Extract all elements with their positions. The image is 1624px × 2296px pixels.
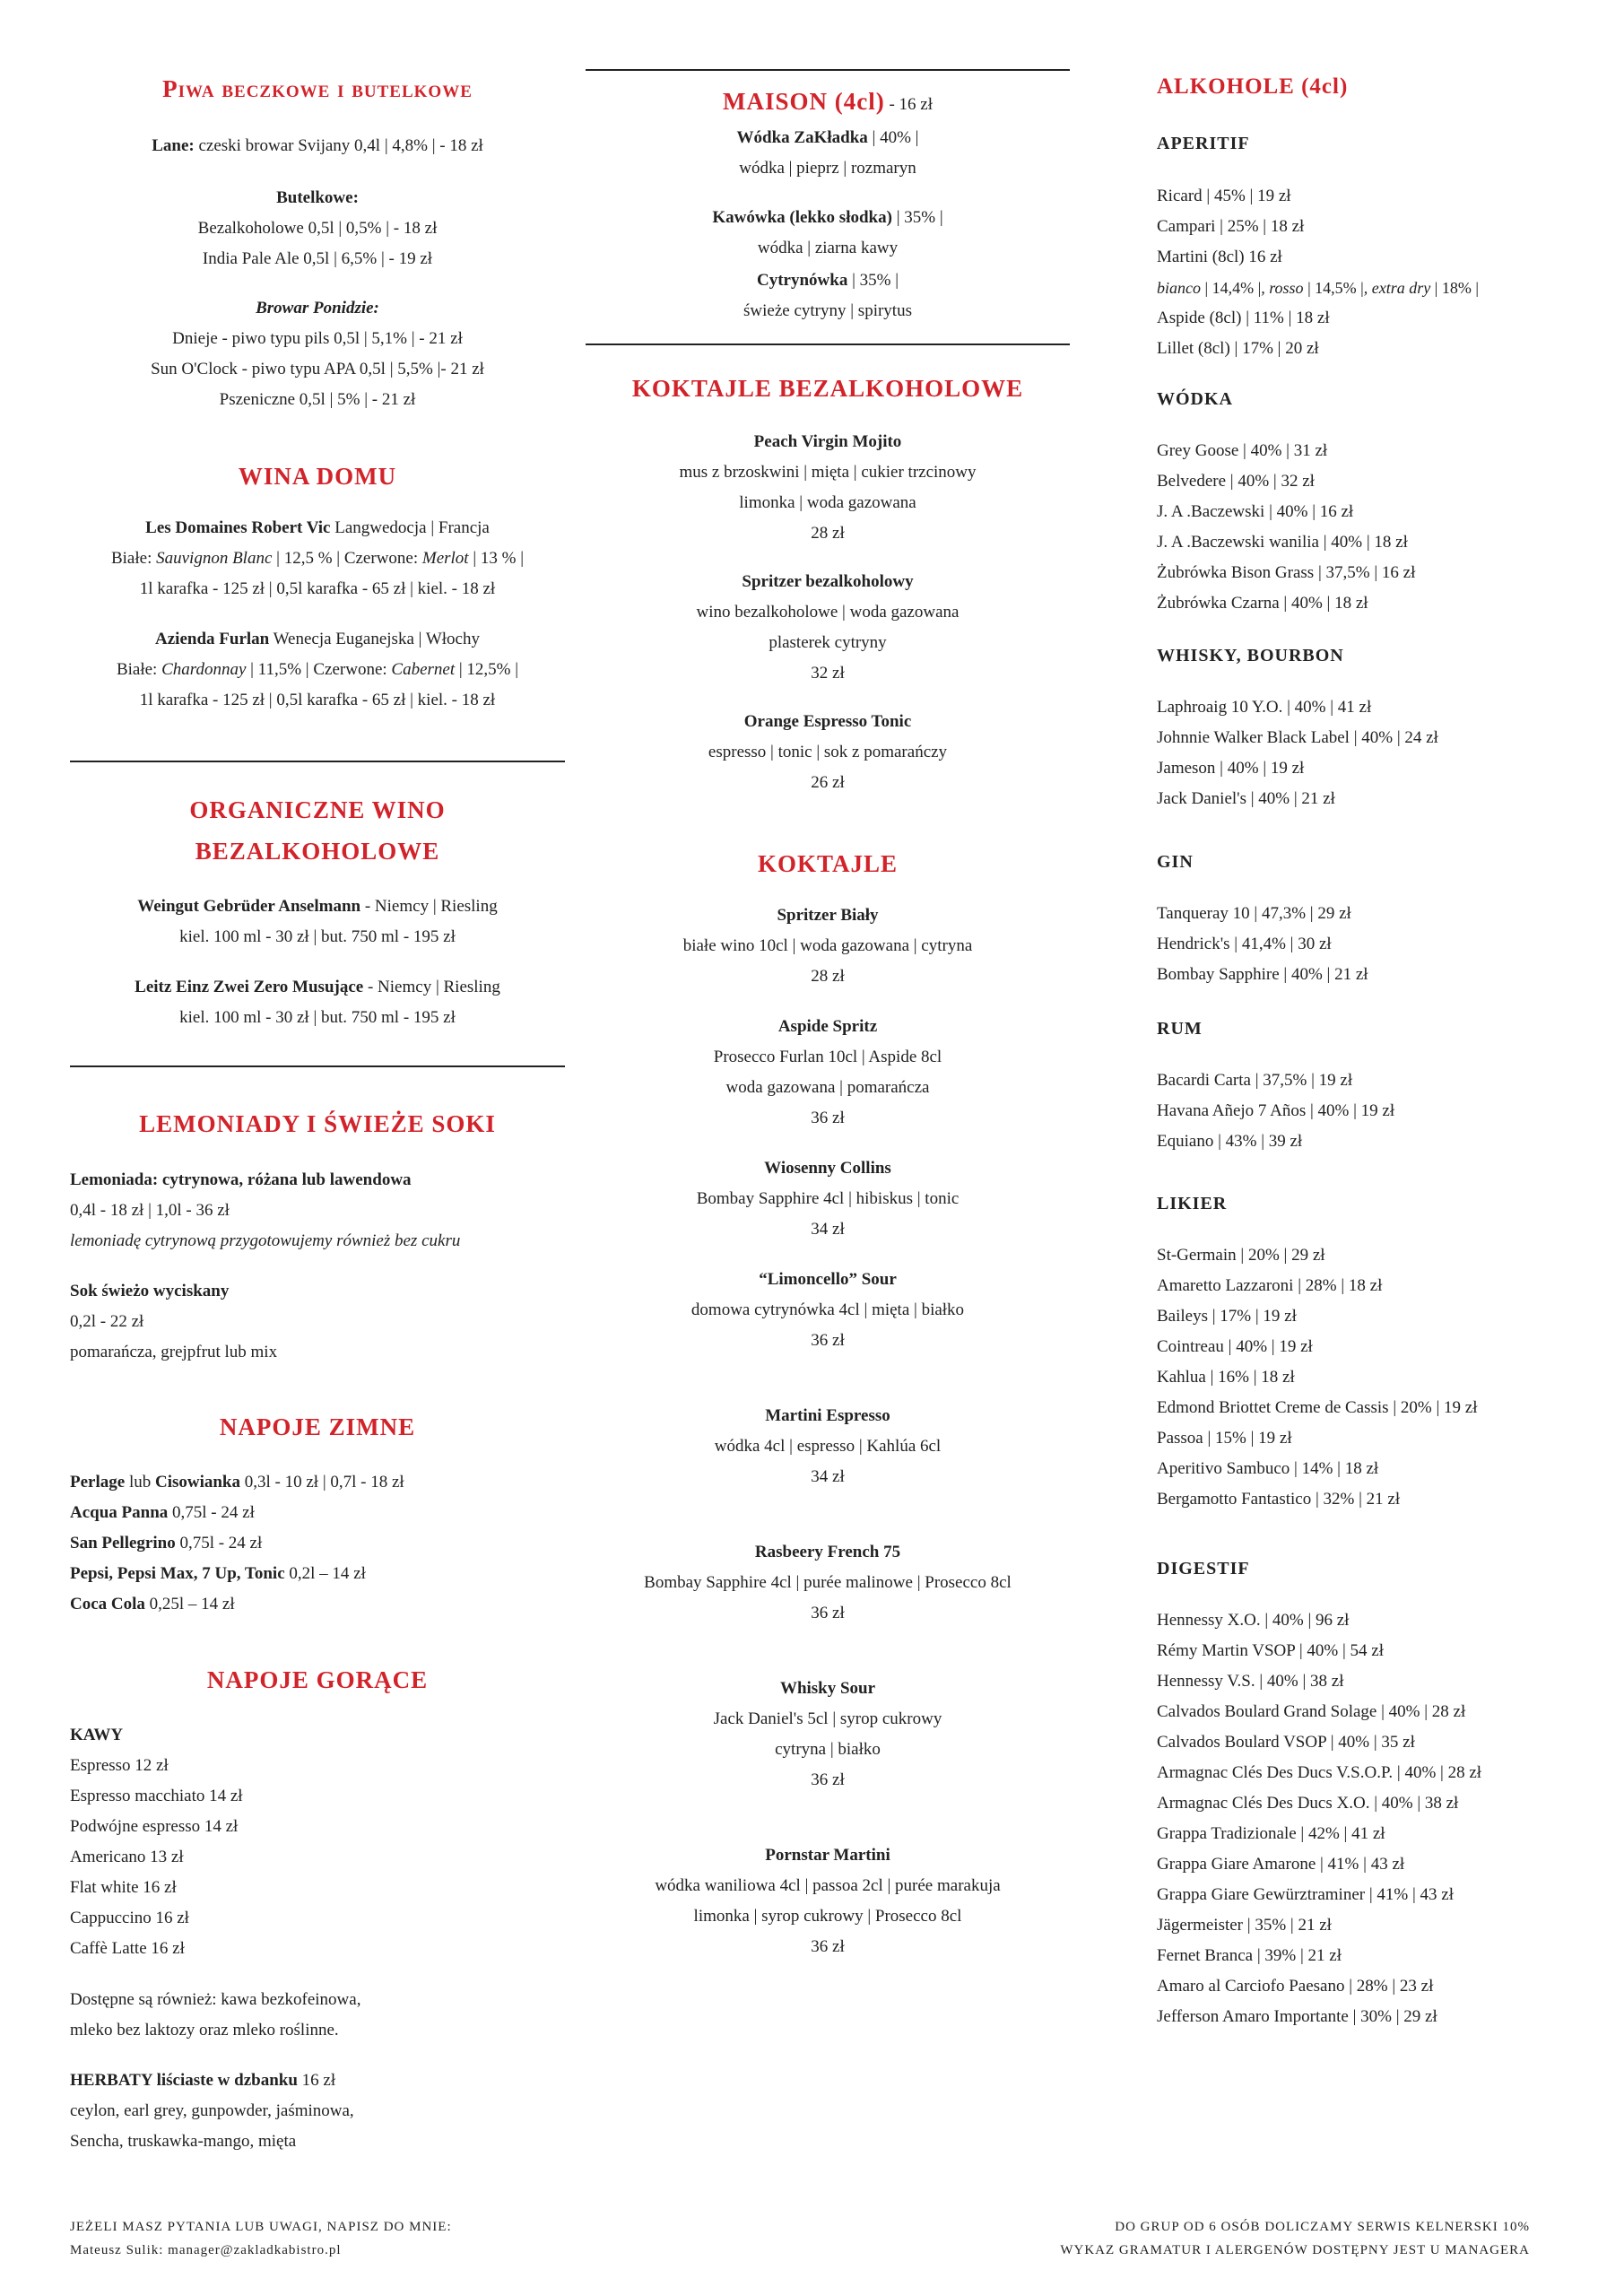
maison-item-3: Cytrynówka | 35% | (756, 271, 899, 290)
piwa-lane: Lane: czeski browar Svijany 0,4l | 4,8% | - 18 zł (152, 136, 483, 155)
spirit-row: Aspide (8cl) | 11% | 18 zł (1157, 309, 1330, 327)
maison-item-1-desc: wódka | pieprz | rozmaryn (739, 159, 916, 178)
drink-price: 28 zł (811, 524, 845, 543)
drink-name: Spritzer bezalkoholowy (742, 572, 914, 591)
section-title-gorace: NAPOJE GORĄCE (206, 1666, 429, 1693)
footer-allergen-note: WYKAZ GRAMATUR I ALERGENÓW DOSTĘPNY JEST U MANAGERA (1060, 2243, 1530, 2257)
spirit-row: Grappa Tradizionale | 42% | 41 zł (1157, 1824, 1385, 1843)
coffee-item: Caffè Latte 16 zł (70, 1939, 185, 1958)
spirit-row: Bergamotto Fantastico | 32% | 21 zł (1157, 1490, 1401, 1509)
section-title-wina: WINA DOMU (238, 463, 397, 490)
section-title-lemoniady: LEMONIADY I ŚWIEŻE SOKI (139, 1110, 496, 1137)
sok-note: pomarańcza, grejpfrut lub mix (70, 1343, 278, 1361)
lemoniada-name: Lemoniada: cytrynowa, różana lub lawendowa (70, 1170, 412, 1189)
drink-name: Whisky Sour (779, 1679, 876, 1698)
spirit-row: Grappa Giare Gewürztraminer | 41% | 43 zł (1157, 1885, 1454, 1904)
organic-wine-1: Weingut Gebrüder Anselmann - Niemcy | Riesling (137, 897, 498, 916)
coffee-item: Espresso macchiato 14 zł (70, 1787, 243, 1805)
spirit-row: Rémy Martin VSOP | 40% | 54 zł (1157, 1641, 1385, 1660)
spirit-row: Tanqueray 10 | 47,3% | 29 zł (1157, 904, 1351, 923)
butelkowe-label: Butelkowe: (276, 188, 359, 207)
drink-ingredients: limonka | woda gazowana (739, 493, 916, 512)
spirit-row: Aperitivo Sambuco | 14% | 18 zł (1157, 1459, 1379, 1478)
cold-drink-row: Perlage lub Cisowianka 0,3l - 10 zł | 0,7l - 18 zł (70, 1473, 404, 1492)
maison-item-2-desc: wódka | ziarna kawy (757, 239, 899, 257)
wine-1-price: 1l karafka - 125 zł | 0,5l karafka - 65 zł | kiel. - 18 zł (139, 579, 496, 598)
spirit-row: Jameson | 40% | 19 zł (1157, 759, 1305, 778)
cold-drink-row: Coca Cola 0,25l – 14 zł (70, 1595, 235, 1613)
spirit-row: Grappa Giare Amarone | 41% | 43 zł (1157, 1855, 1405, 1874)
coffee-item: Cappuccino 16 zł (70, 1909, 189, 1927)
spirit-row: Ricard | 45% | 19 zł (1157, 187, 1291, 205)
drink-ingredients: Prosecco Furlan 10cl | Aspide 8cl (713, 1048, 942, 1066)
drink-name: Orange Espresso Tonic (743, 712, 912, 731)
spirit-row: Jägermeister | 35% | 21 zł (1157, 1916, 1332, 1935)
drink-price: 26 zł (811, 773, 845, 792)
coffee-item: Flat white 16 zł (70, 1878, 177, 1897)
spirit-row: Cointreau | 40% | 19 zł (1157, 1337, 1313, 1356)
spirit-row: Calvados Boulard Grand Solage | 40% | 28 zł (1157, 1702, 1466, 1721)
drink-name: “Limoncello” Sour (759, 1270, 897, 1289)
spirit-row: Edmond Briottet Creme de Cassis | 20% | 19 zł (1157, 1398, 1478, 1417)
spirit-row: Bacardi Carta | 37,5% | 19 zł (1157, 1071, 1353, 1090)
maison-item-2: Kawówka (lekko słodka) | 35% | (712, 208, 943, 227)
spirit-row: Baileys | 17% | 19 zł (1157, 1307, 1297, 1326)
cold-drink-row: Pepsi, Pepsi Max, 7 Up, Tonic 0,2l – 14 zł (70, 1564, 366, 1583)
drink-name: Pornstar Martini (765, 1846, 890, 1865)
maison-item-1: Wódka ZaKładka | 40% | (736, 128, 919, 147)
wine-2-price: 1l karafka - 125 zł | 0,5l karafka - 65 zł | kiel. - 18 zł (139, 691, 496, 709)
sok-price: 0,2l - 22 zł (70, 1312, 144, 1331)
section-title-alkohole: ALKOHOLE (4cl) (1157, 74, 1349, 99)
drink-ingredients: wódka waniliowa 4cl | passoa 2cl | purée marakuja (655, 1876, 1001, 1895)
lemoniada-price: 0,4l - 18 zł | 1,0l - 36 zł (70, 1201, 230, 1220)
spirit-row: Hennessy X.O. | 40% | 96 zł (1157, 1611, 1350, 1630)
spirit-row: Havana Añejo 7 Años | 40% | 19 zł (1157, 1101, 1395, 1120)
wine-2-name: Azienda Furlan Wenecja Euganejska | Włochy (155, 630, 480, 648)
maison-header: MAISON (4cl) - 16 zł (722, 88, 934, 115)
drink-price: 32 zł (811, 664, 845, 683)
footer-contact (70, 2215, 452, 2262)
spirit-row: Hendrick's | 41,4% | 30 zł (1157, 935, 1332, 953)
spirit-row: Bombay Sapphire | 40% | 21 zł (1157, 965, 1368, 984)
category-whisky: WHISKY, BOURBON (1157, 646, 1344, 665)
divider (70, 1065, 565, 1067)
cold-drink-row: Acqua Panna 0,75l - 24 zł (70, 1503, 255, 1522)
footer-notes (1060, 2215, 1530, 2262)
footer-service-note: DO GRUP OD 6 OSÓB DOLICZAMY SERWIS KELNERSKI 10% (1115, 2220, 1530, 2234)
wine-1-name: Les Domaines Robert Vic Langwedocja | Francja (145, 518, 490, 537)
drink-price: 36 zł (811, 1604, 845, 1622)
drink-ingredients: Bombay Sapphire 4cl | hibiskus | tonic (696, 1189, 960, 1208)
spirit-row: Grey Goose | 40% | 31 zł (1157, 441, 1328, 460)
section-title-organiczne-2: BEZALKOHOLOWE (195, 838, 440, 865)
divider (586, 69, 1070, 71)
drink-ingredients: cytryna | białko (775, 1740, 881, 1759)
drink-ingredients: espresso | tonic | sok z pomarańczy (708, 743, 948, 761)
coffee-item: Espresso 12 zł (70, 1756, 169, 1775)
category-gin: GIN (1157, 852, 1194, 872)
lemoniada-note: lemoniadę cytrynową przygotowujemy również bez cukru (70, 1231, 461, 1250)
category-digestif: DIGESTIF (1157, 1559, 1250, 1578)
drink-price: 36 zł (811, 1770, 845, 1789)
drink-ingredients: wino bezalkoholowe | woda gazowana (696, 603, 960, 622)
section-title-piwa: Piwa beczkowe i butelkowe (162, 75, 473, 102)
drink-price: 36 zł (811, 1331, 845, 1350)
spirit-row: J. A .Baczewski wanilia | 40% | 18 zł (1157, 533, 1408, 552)
martini-variants: bianco | 14,4% |, rosso | 14,5% |, extra dry | 18% | (1157, 279, 1479, 297)
spirit-row: Jefferson Amaro Importante | 30% | 29 zł (1157, 2007, 1437, 2026)
maison-item-3-desc: świeże cytryny | spirytus (743, 301, 912, 320)
section-title-koktajle: KOKTAJLE (757, 850, 899, 877)
drink-ingredients: Bombay Sapphire 4cl | purée malinowe | Prosecco 8cl (644, 1573, 1012, 1592)
spirit-row: Amaretto Lazzaroni | 28% | 18 zł (1157, 1276, 1383, 1295)
drink-ingredients: Jack Daniel's 5cl | syrop cukrowy (713, 1709, 942, 1728)
spirit-row: Passoa | 15% | 19 zł (1157, 1429, 1292, 1448)
browar-item: Dnieje - piwo typu pils 0,5l | 5,1% | - 21 zł (172, 329, 463, 348)
drink-ingredients: woda gazowana | pomarańcza (725, 1078, 930, 1097)
tea-list: ceylon, earl grey, gunpowder, jaśminowa, (70, 2101, 354, 2120)
organic-wine-2: Leitz Einz Zwei Zero Musujące - Niemcy | Riesling (135, 978, 500, 996)
spirit-row: Lillet (8cl) | 17% | 20 zł (1157, 339, 1319, 358)
sok-name: Sok świeżo wyciskany (70, 1282, 230, 1300)
spirit-row: Hennessy V.S. | 40% | 38 zł (1157, 1672, 1344, 1691)
spirit-row: Armagnac Clés Des Ducs V.S.O.P. | 40% | 28 zł (1157, 1763, 1482, 1782)
section-title-bezalkoholowe: KOKTAJLE BEZALKOHOLOWE (631, 375, 1024, 402)
spirit-row: Equiano | 43% | 39 zł (1157, 1132, 1303, 1151)
footer-contact-label: JEŻELI MASZ PYTANIA LUB UWAGI, NAPISZ DO MNIE: (70, 2220, 452, 2234)
drink-name: Rasbeery French 75 (754, 1543, 901, 1561)
drink-ingredients: domowa cytrynówka 4cl | mięta | białko (690, 1300, 965, 1319)
cold-drink-row: San Pellegrino 0,75l - 24 zł (70, 1534, 263, 1552)
section-title-zimne: NAPOJE ZIMNE (219, 1413, 416, 1440)
drink-price: 28 zł (811, 967, 845, 986)
spirit-row: J. A .Baczewski | 40% | 16 zł (1157, 502, 1354, 521)
coffee-item: Americano 13 zł (70, 1848, 184, 1866)
coffee-note: Dostępne są również: kawa bezkofeinowa, (70, 1990, 361, 2009)
drink-ingredients: plasterek cytryny (769, 633, 887, 652)
drink-ingredients: wódka 4cl | espresso | Kahlúa 6cl (714, 1437, 942, 1456)
spirit-row: Kahlua | 16% | 18 zł (1157, 1368, 1295, 1387)
browar-item: Pszeniczne 0,5l | 5% | - 21 zł (219, 390, 416, 409)
butelkowe-item: Bezalkoholowe 0,5l | 0,5% | - 18 zł (197, 219, 438, 238)
drink-ingredients: limonka | syrop cukrowy | Prosecco 8cl (693, 1907, 962, 1926)
coffee-note: mleko bez laktozy oraz mleko roślinne. (70, 2021, 339, 2039)
drink-price: 34 zł (811, 1467, 845, 1486)
organic-wine-1-price: kiel. 100 ml - 30 zł | but. 750 ml - 195 zł (179, 927, 456, 946)
category-aperitif: APERITIF (1157, 134, 1250, 153)
drink-name: Peach Virgin Mojito (753, 432, 902, 451)
tea-list: Sencha, truskawka-mango, mięta (70, 2132, 297, 2151)
spirit-row: Belvedere | 40% | 32 zł (1157, 472, 1315, 491)
spirit-row: Campari | 25% | 18 zł (1157, 217, 1305, 236)
wine-2-details: Białe: Chardonnay | 11,5% | Czerwone: Cabernet | 12,5% | (116, 660, 519, 679)
spirit-row: Laphroaig 10 Y.O. | 40% | 41 zł (1157, 698, 1372, 717)
spirit-row: Żubrówka Bison Grass | 37,5% | 16 zł (1157, 563, 1416, 582)
drink-price: 36 zł (811, 1109, 845, 1127)
drink-name: Aspide Spritz (777, 1017, 878, 1036)
spirit-row: Calvados Boulard VSOP | 40% | 35 zł (1157, 1733, 1415, 1752)
browar-label: Browar Ponidzie: (256, 299, 379, 317)
butelkowe-item: India Pale Ale 0,5l | 6,5% | - 19 zł (202, 249, 433, 268)
footer-contact-email: Mateusz Sulik: manager@zakladkabistro.pl (70, 2243, 342, 2257)
section-title-organiczne: ORGANICZNE WINO (189, 796, 446, 823)
drink-name: Wiosenny Collins (764, 1159, 891, 1178)
drink-ingredients: białe wino 10cl | woda gazowana | cytryna (682, 936, 973, 955)
drink-name: Spritzer Biały (777, 906, 879, 925)
kawy-label: KAWY (70, 1726, 124, 1744)
spirit-row: Armagnac Clés Des Ducs X.O. | 40% | 38 zł (1157, 1794, 1459, 1813)
spirit-row: Jack Daniel's | 40% | 21 zł (1157, 789, 1335, 808)
category-likier: LIKIER (1157, 1194, 1228, 1213)
drink-ingredients: mus z brzoskwini | mięta | cukier trzcinowy (679, 463, 977, 482)
tea-title: HERBATY liściaste w dzbanku 16 zł (70, 2071, 336, 2090)
spirit-row: Martini (8cl) 16 zł (1157, 248, 1282, 266)
coffee-item: Podwójne espresso 14 zł (70, 1817, 239, 1836)
drink-price: 34 zł (811, 1220, 845, 1239)
category-wodka: WÓDKA (1157, 389, 1233, 409)
spirit-row: Amaro al Carciofo Paesano | 28% | 23 zł (1157, 1977, 1434, 1996)
spirit-row: Johnnie Walker Black Label | 40% | 24 zł (1157, 728, 1438, 747)
divider (70, 761, 565, 762)
browar-item: Sun O'Clock - piwo typu APA 0,5l | 5,5% |- 21 zł (151, 360, 484, 378)
spirit-row: Żubrówka Czarna | 40% | 18 zł (1157, 594, 1368, 613)
divider (586, 344, 1070, 345)
category-rum: RUM (1157, 1019, 1203, 1039)
wine-1-details: Białe: Sauvignon Blanc | 12,5 % | Czerwone: Merlot | 13 % | (110, 549, 525, 568)
drink-name: Martini Espresso (765, 1406, 890, 1425)
organic-wine-2-price: kiel. 100 ml - 30 zł | but. 750 ml - 195 zł (179, 1008, 456, 1027)
spirit-row: Fernet Branca | 39% | 21 zł (1157, 1946, 1342, 1965)
drink-price: 36 zł (811, 1937, 845, 1956)
spirit-row: St-Germain | 20% | 29 zł (1157, 1246, 1325, 1265)
